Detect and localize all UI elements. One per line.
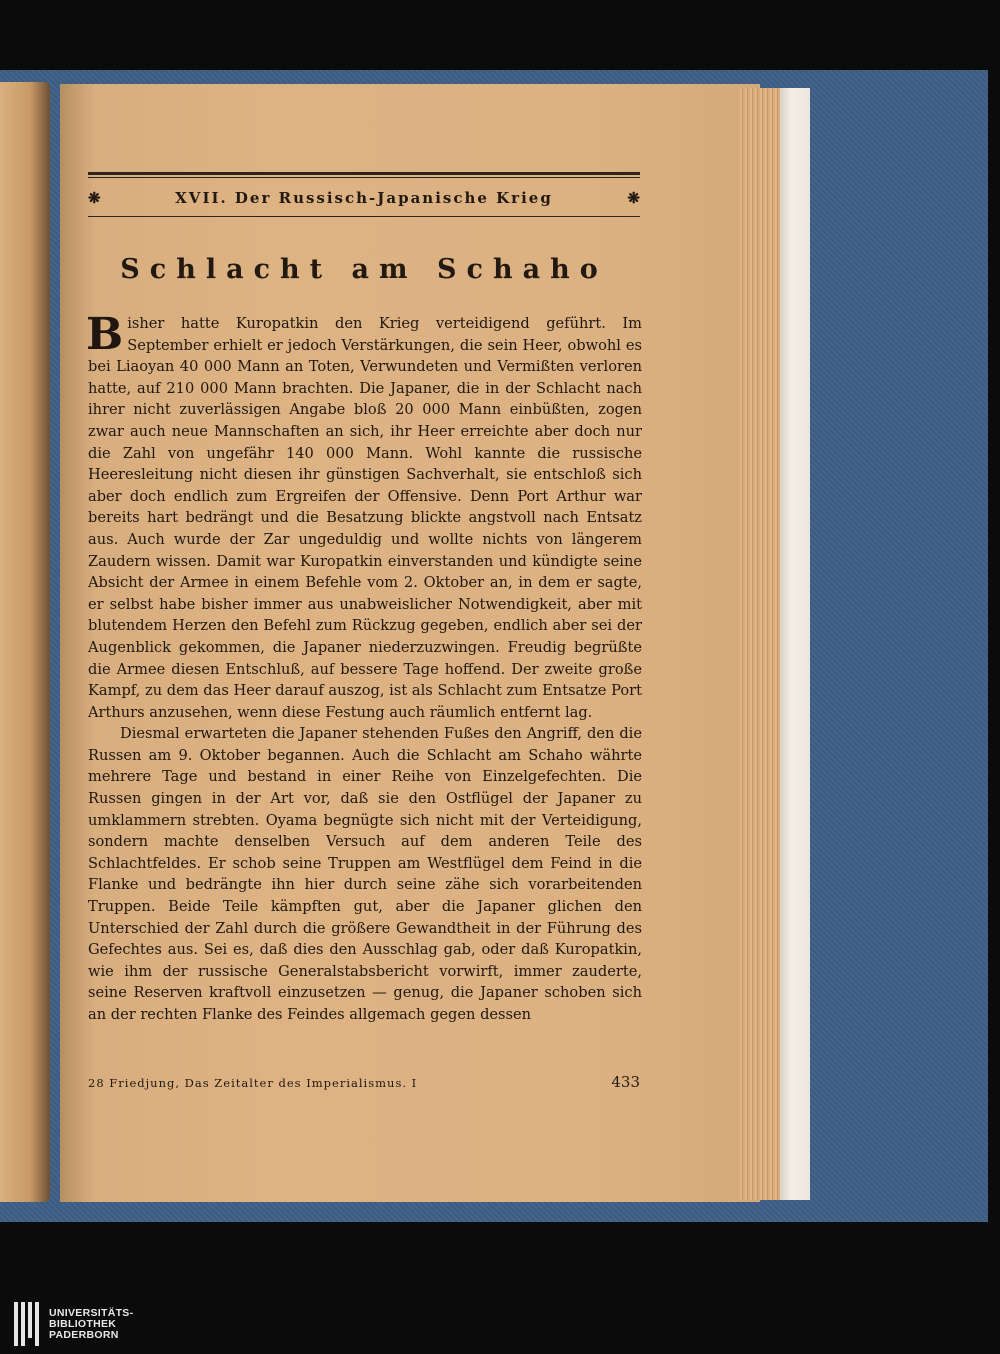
running-head-title: XVII. Der Russisch-Japanische Krieg: [175, 189, 553, 207]
ornament-left-icon: ❋: [88, 189, 101, 207]
header-rule-top-thick: [88, 172, 640, 175]
signature-line: 28 Friedjung, Das Zeitalter des Imperialismus. I: [88, 1076, 418, 1090]
body-text: [86, 309, 642, 1026]
drop-cap: B: [86, 309, 124, 360]
library-logo-bars-icon: [14, 1302, 39, 1346]
page-edges: [740, 88, 784, 1200]
paragraph-1: [86, 309, 642, 723]
logo-line-1: UNIVERSITÄTS-: [49, 1306, 134, 1319]
section-title: Schlacht am Schaho: [120, 254, 608, 285]
endpaper-edge: [780, 88, 810, 1200]
paragraph-2: [88, 723, 642, 1025]
logo-line-2: BIBLIOTHEK: [49, 1317, 117, 1330]
running-head: [88, 186, 640, 210]
page-number: 433: [611, 1073, 640, 1091]
page-footer: [88, 1073, 640, 1095]
header-rule-bottom: [88, 216, 640, 217]
paragraph-1-text: isher hatte Kuropatkin den Krieg verteidigend geführt. Im September erhielt er jedoch Verstärkungen, die sein Heer, obwohl es bei Liaoyan 40 000 Mann an Toten, Verwundeten und Vermißten verloren hatte, auf 210 000 Mann brachten. Die Japaner, die in der Schlacht nach ihrer nicht zuverlässigen Angabe bloß 20 000 Mann einbüßten, zogen zwar auch neue Mannschaften an sich, ihr Heer erreichte aber doch nur die Zahl von ungefähr 140 000 Mann. Wohl kannte die russische Heeresleitung nicht diesen ihr günstigen Sachverhalt, sie entschloß sich aber doch endlich zum Ergreifen der Offensive. Denn Port Arthur war bereits hart bedrängt und die Besatzung blickte angstvoll nach Entsatz aus. Auch wurde der Zar ungeduldig und wollte nichts von längerem Zaudern wissen. Damit war Kuropatkin einverstanden und kündigte seine Absicht der Armee in einem Befehle vom 2. Oktober an, in dem er sagte, er selbst habe bisher immer aus unabweislicher Notwendigkeit, aber mit blutendem Herzen den Befehl zum Rückzug gegeben, endlich aber sei der Augenblick gekommen, die Japaner niederzuzwingen. Freudig begrüßte die Armee diesen Entschluß, auf bessere Tage hoffend. Der zweite große Kampf, zu dem das Heer darauf auszog, ist als Schlacht zum Entsatze Port Arthurs anzusehen, wenn diese Festung auch räumlich entfernt lag.: [88, 315, 642, 721]
paragraph-2-text: Diesmal erwarteten die Japaner stehenden Fußes den Angriff, den die Russen am 9. Oktober begannen. Auch die Schlacht am Schaho währte mehrere Tage und bestand in einer Reihe von Einzelgefechten. Die Russen gingen in der Art vor, daß sie den Ostflügel der Japaner zu umklammern strebten. Oyama begnügte sich nicht mit der Verteidigung, sondern machte denselben Versuch auf dem anderen Teile des Schlachtfeldes. Er schob seine Truppen am Westflügel dem Feind in die Flanke und bedrängte ihn hier durch seine zähe sich vorarbeitenden Truppen. Beide Teile kämpften gut, aber die Japaner glichen den Unterschied der Zahl durch die größere Gewandtheit in der Führung des Gefechtes aus. Sei es, daß dies den Ausschlag gab, oder daß Kuropatkin, wie ihm der russische Generalstabsbericht vorwirft, immer zauderte, seine Reserven kraftvoll einzusetzen — genug, die Japaner schoben sich an der rechten Flanke des Feindes allgemach gegen dessen: [88, 725, 642, 1023]
ornament-right-icon: ❋: [627, 189, 640, 207]
library-logo: [14, 1302, 133, 1346]
header-rule-top-thin: [88, 177, 640, 178]
logo-line-3: PADERBORN: [49, 1328, 119, 1341]
left-page-edge: [0, 82, 50, 1202]
library-logo-text: [49, 1308, 133, 1341]
